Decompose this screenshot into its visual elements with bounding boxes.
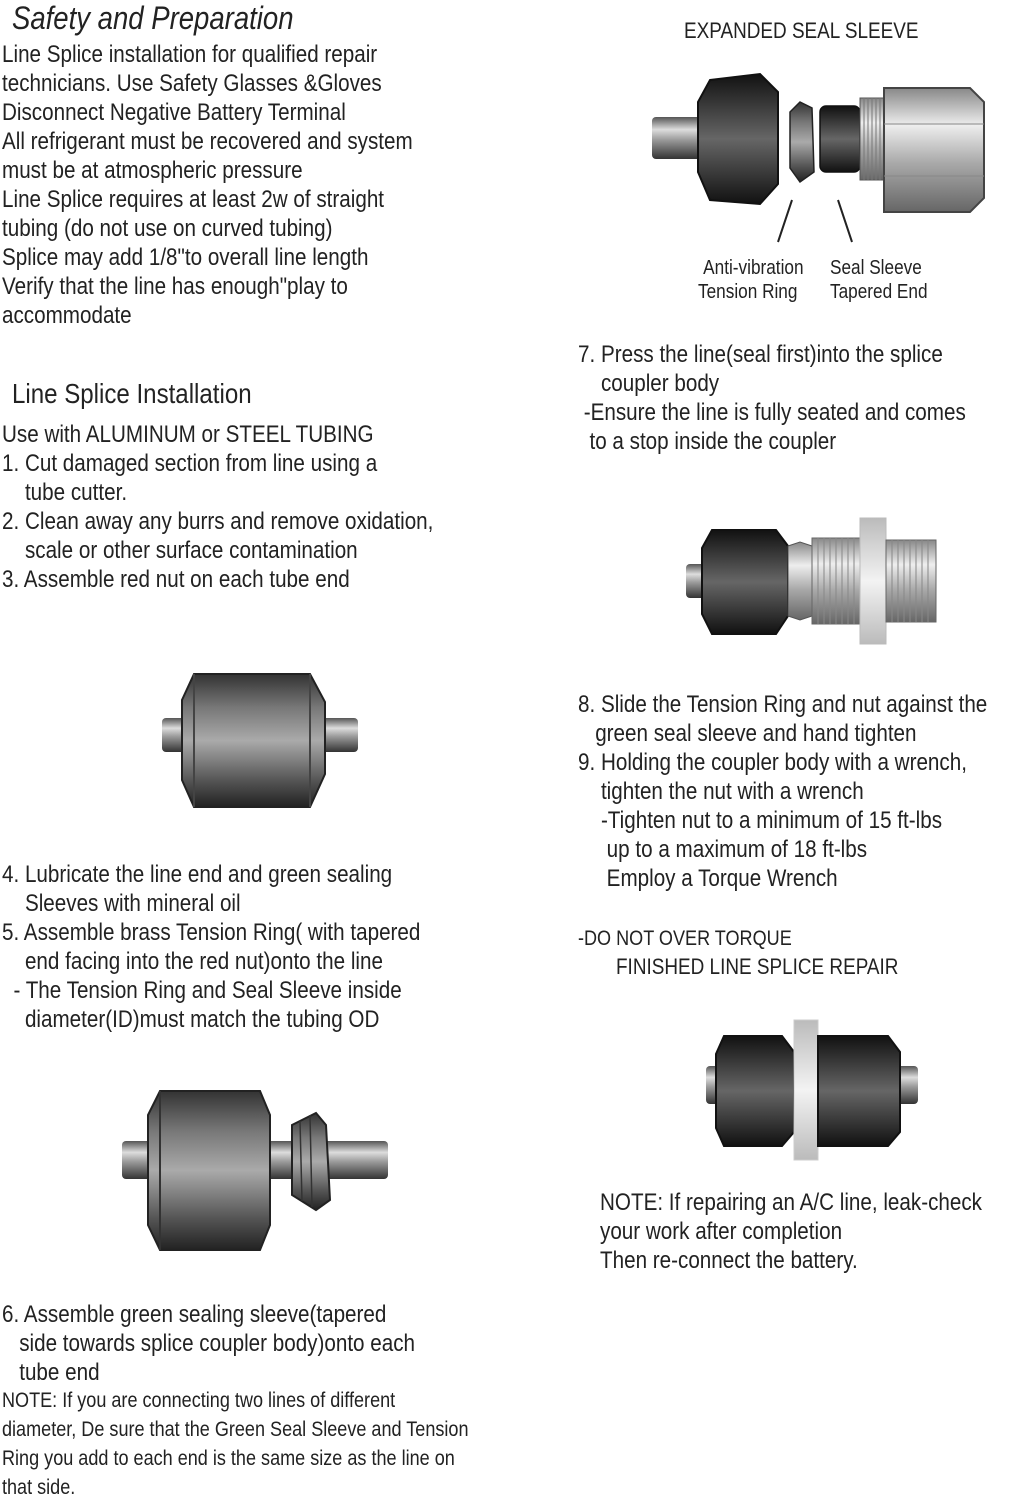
different-diameter-note	[2, 1386, 544, 1502]
text-line: 8. Slide the Tension Ring and nut against the	[578, 691, 988, 718]
text-line: must be at atmospheric pressure	[2, 157, 303, 184]
step-6-text	[2, 1300, 482, 1387]
text-line: -Ensure the line is fully seated and comes	[578, 399, 966, 426]
seal-sleeve-label	[830, 256, 943, 304]
text-line: side towards splice coupler body)onto each	[2, 1330, 416, 1357]
text-line: scale or other surface contamination	[2, 537, 358, 564]
text-line: end facing into the red nut)onto the line	[2, 948, 383, 975]
text-line: 2. Clean away any burrs and remove oxidation,	[2, 508, 434, 535]
safety-title: Safety and Preparation	[12, 0, 294, 36]
text-line: Use with ALUMINUM or STEEL TUBING	[2, 421, 374, 448]
tension-ring-label	[698, 256, 821, 304]
text-line: NOTE: If you are connecting two lines of different	[2, 1389, 396, 1412]
caption-line: Tapered End	[830, 281, 928, 303]
nut-on-tube-image	[160, 662, 360, 822]
text-line: that side.	[2, 1476, 76, 1499]
text-line: to a stop inside the coupler	[578, 428, 837, 455]
finished-title: FINISHED LINE SPLICE REPAIR	[616, 954, 899, 979]
text-line: Ring you add to each end is the same size as the line on	[2, 1447, 455, 1470]
text-line: Line Splice requires at least 2w of straight	[2, 186, 385, 213]
text-line: diameter, De sure that the Green Seal Sleeve and Tension	[2, 1418, 469, 1441]
text-line: 5. Assemble brass Tension Ring( with tapered	[2, 919, 421, 946]
text-line: Verify that the line has enough"play to	[2, 273, 348, 300]
text-line: Line Splice installation for qualified repair	[2, 41, 378, 68]
text-line: tube end	[2, 1359, 100, 1386]
text-line: 9. Holding the coupler body with a wrench,	[578, 749, 967, 776]
do-not-over-torque: -DO NOT OVER TORQUE	[578, 927, 792, 950]
text-line: tube cutter.	[2, 479, 128, 506]
text-line: 4. Lubricate the line end and green sealing	[2, 861, 393, 888]
safety-text	[2, 40, 480, 330]
caption-line: Tension Ring	[698, 281, 798, 303]
caption-line: Seal Sleeve	[830, 257, 922, 279]
text-line: Splice may add 1/8"to overall line length	[2, 244, 369, 271]
text-line: tighten the nut with a wrench	[578, 778, 864, 805]
expanded-seal-sleeve-title: EXPANDED SEAL SLEEVE	[684, 18, 919, 43]
text-line: Disconnect Negative Battery Terminal	[2, 99, 346, 126]
coupler-assembly-image	[684, 516, 944, 656]
text-line: - The Tension Ring and Seal Sleeve inside	[2, 977, 402, 1004]
text-line: 6. Assemble green sealing sleeve(tapered	[2, 1301, 387, 1328]
finished-splice-image	[704, 1018, 920, 1164]
install-title: Line Splice Installation	[12, 378, 252, 409]
callout-lines	[770, 196, 890, 246]
steps-8-9-text	[578, 690, 1024, 893]
caption-line: Anti-vibration	[703, 257, 804, 279]
text-line: your work after completion	[600, 1218, 843, 1245]
text-line: NOTE: If repairing an A/C line, leak-check	[600, 1189, 983, 1216]
text-line: 1. Cut damaged section from line using a	[2, 450, 378, 477]
final-note	[600, 1188, 1024, 1275]
text-line: Then re-connect the battery.	[600, 1247, 858, 1274]
text-line: All refrigerant must be recovered and system	[2, 128, 413, 155]
step-7-text	[578, 340, 1024, 456]
text-line: accommodate	[2, 302, 132, 329]
text-line: technicians. Use Safety Glasses &Gloves	[2, 70, 382, 97]
install-text	[2, 420, 504, 594]
text-line: up to a maximum of 18 ft-lbs	[578, 836, 868, 863]
text-line: 3. Assemble red nut on each tube end	[2, 566, 350, 593]
text-line: Sleeves with mineral oil	[2, 890, 241, 917]
text-line: Employ a Torque Wrench	[578, 865, 838, 892]
text-line: 7. Press the line(seal first)into the splice	[578, 341, 943, 368]
text-line: green seal sleeve and hand tighten	[578, 720, 917, 747]
text-line: tubing (do not use on curved tubing)	[2, 215, 333, 242]
text-line: -Tighten nut to a minimum of 15 ft-lbs	[578, 807, 943, 834]
nut-and-tension-ring-image	[120, 1085, 390, 1255]
text-line: coupler body	[578, 370, 720, 397]
steps-4-5-text	[2, 860, 488, 1034]
text-line: diameter(ID)must match the tubing OD	[2, 1006, 380, 1033]
